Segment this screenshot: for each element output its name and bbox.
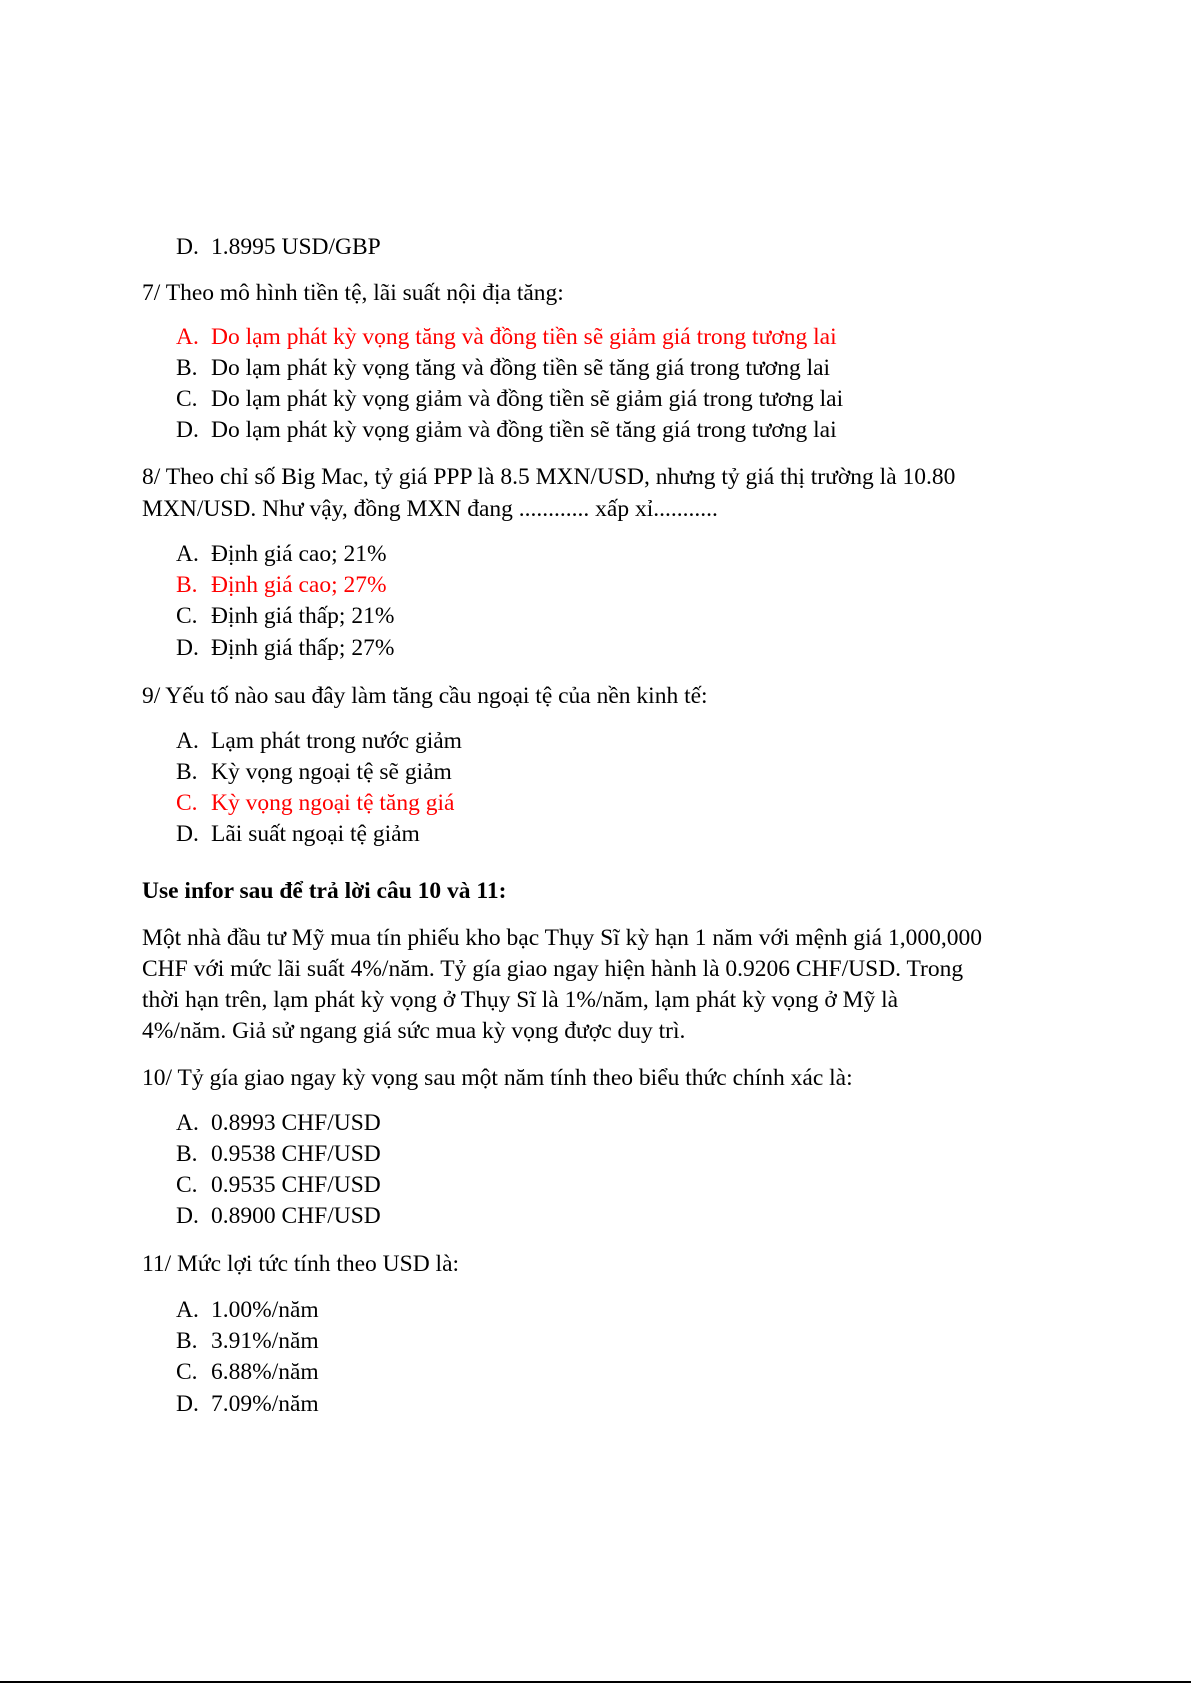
info-line-2: CHF với mức lãi suất 4%/năm. Tỷ gía giao ngay hiện hành là 0.9206 CHF/USD. Trong [142, 956, 964, 982]
option-text: Định giá thấp; 21% [211, 603, 395, 629]
q11-option-b [176, 1326, 319, 1357]
q11-option-c [176, 1357, 319, 1388]
option-letter: C. [176, 790, 198, 816]
option-letter: C. [176, 386, 198, 412]
q8-option-c [176, 601, 394, 632]
option-text: Kỳ vọng ngoại tệ sẽ giảm [211, 759, 452, 785]
option-text: 6.88%/năm [211, 1359, 319, 1385]
q11-option-a [176, 1295, 319, 1326]
q11-option-d [176, 1389, 319, 1420]
option-text: 0.8900 CHF/USD [211, 1203, 381, 1229]
q7-option-d [176, 415, 837, 446]
option-text: Do lạm phát kỳ vọng tăng và đồng tiền sẽ giảm giá trong tương lai [211, 324, 837, 350]
q10-option-a [176, 1108, 381, 1139]
option-letter: B. [176, 759, 198, 785]
info-line-3: thời hạn trên, lạm phát kỳ vọng ở Thụy Sĩ là 1%/năm, lạm phát kỳ vọng ở Mỹ là [142, 987, 899, 1013]
q6-option-d [176, 232, 381, 263]
option-text: 0.9538 CHF/USD [211, 1141, 381, 1167]
q9-option-b [176, 757, 452, 788]
q7-option-b [176, 353, 830, 384]
q7-option-a [176, 322, 837, 353]
option-text: 7.09%/năm [211, 1391, 319, 1417]
info-heading: Use infor sau để trả lời câu 10 và 11: [142, 878, 507, 904]
q8-option-d [176, 633, 394, 664]
option-text: Lạm phát trong nước giảm [211, 728, 462, 754]
option-letter: C. [176, 603, 198, 629]
option-letter: A. [176, 541, 199, 567]
q9-question: 9/ Yếu tố nào sau đây làm tăng cầu ngoại tệ của nền kinh tế: [142, 683, 708, 709]
option-text: 0.9535 CHF/USD [211, 1172, 381, 1198]
option-letter: A. [176, 1297, 199, 1323]
q7-option-c [176, 384, 843, 415]
option-letter: D. [176, 417, 199, 443]
option-text: 1.8995 USD/GBP [211, 234, 381, 260]
q7-question: 7/ Theo mô hình tiền tệ, lãi suất nội địa tăng: [142, 280, 564, 306]
page-bottom-rule [0, 1681, 1191, 1683]
option-letter: B. [176, 1328, 198, 1354]
q10-option-d [176, 1201, 381, 1232]
option-text: 0.8993 CHF/USD [211, 1110, 381, 1136]
option-letter: D. [176, 1391, 199, 1417]
option-letter: A. [176, 728, 199, 754]
q10-option-b [176, 1139, 381, 1170]
option-text: Định giá thấp; 27% [211, 635, 395, 661]
q11-question: 11/ Mức lợi tức tính theo USD là: [142, 1251, 460, 1277]
option-letter: A. [176, 1110, 199, 1136]
option-letter: D. [176, 821, 199, 847]
option-text: Lãi suất ngoại tệ giảm [211, 821, 420, 847]
option-text: Do lạm phát kỳ vọng giảm và đồng tiền sẽ giảm giá trong tương lai [211, 386, 844, 412]
q8-question-line-1: 8/ Theo chỉ số Big Mac, tỷ giá PPP là 8.5 MXN/USD, nhưng tỷ giá thị trường là 10.80 [142, 464, 956, 490]
option-text: Định giá cao; 21% [211, 541, 387, 567]
q8-option-a [176, 539, 387, 570]
option-letter: D. [176, 234, 199, 260]
option-letter: C. [176, 1359, 198, 1385]
q9-option-d [176, 819, 420, 850]
q9-option-a [176, 726, 462, 757]
q8-question-line-2: MXN/USD. Như vậy, đồng MXN đang ............ xấp xỉ........... [142, 496, 718, 522]
option-letter: C. [176, 1172, 198, 1198]
option-text: 1.00%/năm [211, 1297, 319, 1323]
option-text: Do lạm phát kỳ vọng tăng và đồng tiền sẽ tăng giá trong tương lai [211, 355, 831, 381]
option-letter: B. [176, 1141, 198, 1167]
info-line-1: Một nhà đầu tư Mỹ mua tín phiếu kho bạc Thụy Sĩ kỳ hạn 1 năm với mệnh giá 1,000,000 [142, 925, 982, 951]
q8-option-b [176, 570, 387, 601]
option-text: Do lạm phát kỳ vọng giảm và đồng tiền sẽ tăng giá trong tương lai [211, 417, 837, 443]
option-letter: B. [176, 355, 198, 381]
option-letter: D. [176, 1203, 199, 1229]
option-letter: A. [176, 324, 199, 350]
option-text: Định giá cao; 27% [211, 572, 387, 598]
q10-option-c [176, 1170, 381, 1201]
info-line-4: 4%/năm. Giả sử ngang giá sức mua kỳ vọng được duy trì. [142, 1018, 686, 1044]
q9-option-c [176, 788, 454, 819]
option-letter: D. [176, 635, 199, 661]
option-text: 3.91%/năm [211, 1328, 319, 1354]
option-letter: B. [176, 572, 198, 598]
q10-question: 10/ Tỷ gía giao ngay kỳ vọng sau một năm tính theo biểu thức chính xác là: [142, 1065, 853, 1091]
option-text: Kỳ vọng ngoại tệ tăng giá [211, 790, 455, 816]
